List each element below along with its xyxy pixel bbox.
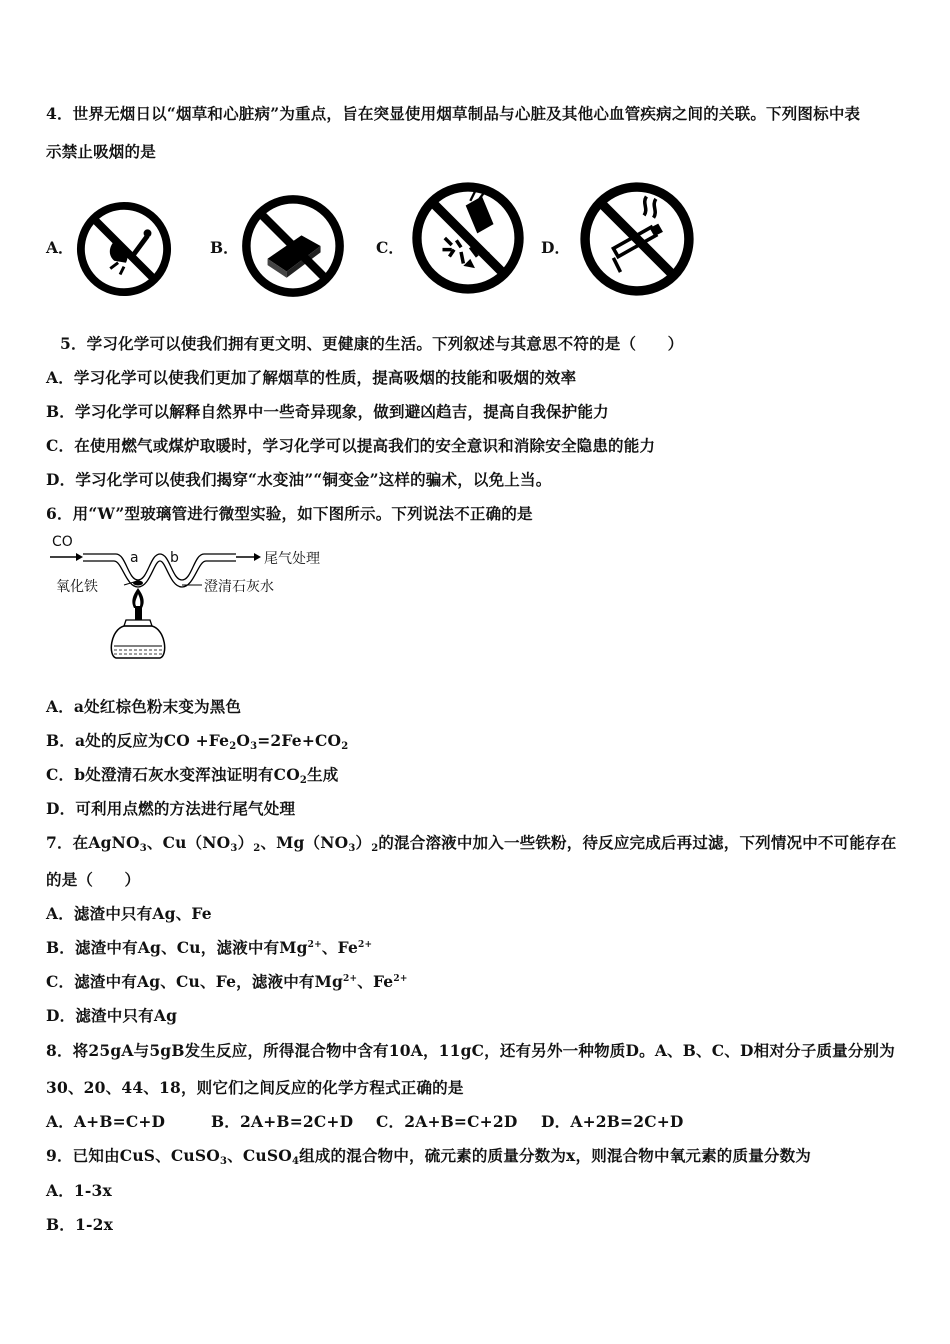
limewater-label: 澄清石灰水: [204, 579, 274, 595]
q6-stem: 6．用“W”型玻璃管进行微型实验，如下图所示。下列说法不正确的是: [46, 504, 533, 523]
q9-option-a: A．1-3x: [46, 1181, 112, 1200]
q4-stem-line1: 4．世界无烟日以“烟草和心脏病”为重点，旨在突显使用烟草制品与心脏及其他心血管疾病之间的关联。下列图标中表: [46, 104, 861, 123]
no-fireworks-icon: [410, 180, 526, 296]
tail-gas-label: 尾气处理: [264, 551, 320, 567]
q5-option-c: C．在使用燃气或煤炉取暖时，学习化学可以提高我们的安全意识和消除安全隐患的能力: [46, 436, 656, 455]
q4-option-d-label: D．: [541, 238, 570, 257]
q6-option-c: C．b处澄清石灰水变浑浊证明有$CO_2$生成: [46, 765, 339, 786]
q7-option-d: D．滤渣中只有Ag: [46, 1006, 178, 1025]
q6-option-a: A．a处红棕色粉末变为黑色: [46, 697, 242, 716]
q6-option-d: D．可利用点燃的方法进行尾气处理: [46, 799, 296, 818]
q9-option-b: B．1-2x: [46, 1215, 114, 1234]
q8-option-d: D．A+2B=2C+D: [541, 1112, 684, 1131]
point-b-label: b: [170, 550, 179, 566]
q7-option-c: C．滤渣中有Ag、Cu、Fe，滤液中有$Mg^{2+}$、$Fe^{2+}$: [46, 972, 408, 991]
q8-stem-line2: 30、20、44、18，则它们之间反应的化学方程式正确的是: [46, 1078, 464, 1097]
q4-option-a-label: A．: [46, 238, 74, 257]
q7-stem-line1: 7．在AgNO$_3$、$Cu(NO_3)_2$、$Mg(NO_3)_2$的混合溶液中加入一些铁粉，待反应完成后再过滤，下列情况中不可能存在: [46, 833, 897, 854]
q7-option-a: A．滤渣中只有Ag、Fe: [46, 904, 212, 923]
q8-option-b: B．2A+B=2C+D: [211, 1112, 354, 1131]
w-tube-experiment-diagram: [46, 530, 346, 665]
q4-option-c-label: C．: [376, 238, 404, 257]
q9-stem: 9．已知由CuS、CuSO$_3$、CuSO$_4$组成的混合物中，硫元素的质量分数为x，则混合物中氧元素的质量分数为: [46, 1146, 811, 1167]
q8-option-a: A．A+B=C+D: [46, 1112, 166, 1131]
iron-oxide-label: 氧化铁: [56, 579, 98, 595]
no-matches-icon: [240, 193, 346, 299]
q4-option-b-label: B．: [210, 238, 239, 257]
q6-option-b: B．a处的反应为CO $+Fe_2O_3=2Fe+CO_2$: [46, 731, 349, 752]
q7-option-b: B．滤渣中有Ag、Cu，滤液中有$Mg^{2+}$、$Fe^{2+}$: [46, 938, 373, 957]
q5-option-a: A．学习化学可以使我们更加了解烟草的性质，提高吸烟的技能和吸烟的效率: [46, 368, 577, 387]
q5-stem: 5．学习化学可以使我们拥有更文明、更健康的生活。下列叙述与其意思不符的是（ ）: [60, 334, 684, 353]
q4-stem-line2: 示禁止吸烟的是: [46, 142, 156, 161]
no-smoking-icon: [578, 180, 696, 298]
co-label: CO: [52, 534, 73, 550]
no-open-flame-icon: [75, 200, 173, 298]
q7-stem-line2: 的是（ ）: [46, 870, 141, 889]
q8-stem-line1: 8．将25gA与5gB发生反应，所得混合物中含有10A，11gC，还有另外一种物质D。A、B、C、D相对分子质量分别为: [46, 1041, 895, 1060]
point-a-label: a: [130, 550, 139, 566]
q5-option-d: D．学习化学可以使我们揭穿“水变油”“铜变金”这样的骗术，以免上当。: [46, 470, 552, 489]
q5-option-b: B．学习化学可以解释自然界中一些奇异现象，做到避凶趋吉，提高自我保护能力: [46, 402, 609, 421]
q8-option-c: C．2A+B=C+2D: [376, 1112, 518, 1131]
